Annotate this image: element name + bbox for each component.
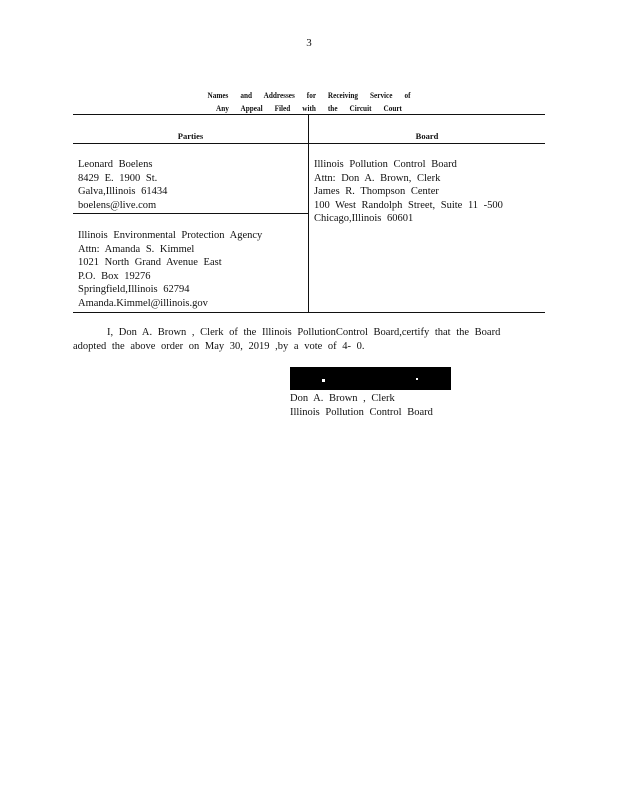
party-street: 1021 North Grand Avenue East xyxy=(78,257,222,269)
certification-line-2: adopted the above order on May 30, 2019 ,by a vote of 4- 0. xyxy=(73,341,365,352)
signature-speck xyxy=(416,378,418,380)
heading-line-2: Any Appeal Filed with the Circuit Court xyxy=(216,103,402,113)
header-rule xyxy=(73,143,545,144)
party-name: Leonard Boelens xyxy=(78,159,153,170)
board-street: 100 West Randolph Street, Suite 11 -500 xyxy=(314,199,503,211)
party-street: 8429 E. 1900 St. xyxy=(78,172,158,184)
parties-column-header: Parties xyxy=(177,131,204,141)
column-divider xyxy=(308,115,309,312)
certification-line-1: I, Don A. Brown , Clerk of the Illinois PollutionControl Board,certify that the Board xyxy=(107,327,501,338)
service-address-table xyxy=(73,114,545,313)
board-column-header: Board xyxy=(415,131,439,141)
signer-name: Don A. Brown , Clerk xyxy=(290,393,395,404)
board-city: Chicago,Illinois 60601 xyxy=(314,213,414,225)
certification-statement xyxy=(73,326,545,354)
party-address-iepa xyxy=(78,229,262,311)
party-address-boelens xyxy=(78,158,167,212)
service-heading xyxy=(174,89,444,115)
signer-title: Illinois Pollution Control Board xyxy=(290,406,433,418)
heading-line-1: Names and Addresses for Receiving Service of xyxy=(207,90,411,100)
signature-block xyxy=(290,367,490,419)
party-name: Illinois Environmental Protection Agency xyxy=(78,230,263,241)
party-email: boelens@live.com xyxy=(78,199,157,211)
board-address xyxy=(314,158,503,226)
board-building: James R. Thompson Center xyxy=(314,186,439,198)
board-name: Illinois Pollution Control Board xyxy=(314,159,457,170)
redacted-signature xyxy=(290,367,451,390)
signature-speck xyxy=(322,379,325,382)
page-number: 3 xyxy=(306,37,312,49)
party-attn: Attn: Amanda S. Kimmel xyxy=(78,243,195,255)
party-email: Amanda.Kimmel@illinois.gov xyxy=(78,297,208,309)
party-city: Galva,Illinois 61434 xyxy=(78,186,168,198)
party-divider-rule xyxy=(73,213,308,214)
signer-info xyxy=(290,392,490,419)
party-pobox: P.O. Box 19276 xyxy=(78,270,151,282)
board-attn: Attn: Don A. Brown, Clerk xyxy=(314,172,441,184)
party-city: Springfield,Illinois 62794 xyxy=(78,284,190,296)
